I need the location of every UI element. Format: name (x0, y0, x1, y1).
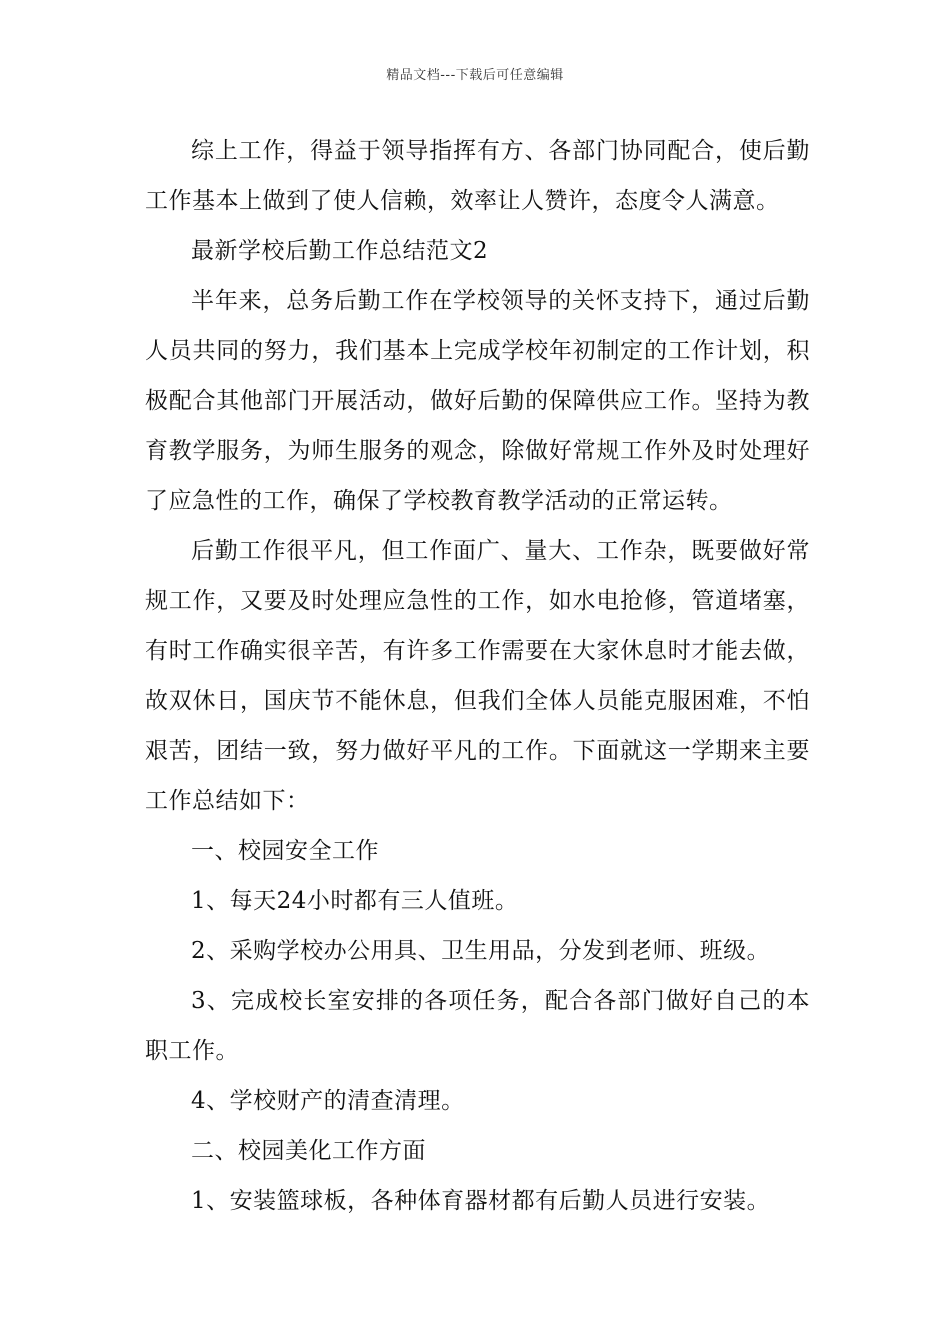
heading-safety: 一、校园安全工作 (191, 838, 379, 864)
paragraph-overview: 后勤工作很平凡，但工作面广、量大、工作杂，既要做好常规工作，又要及时处理应急性的工作，如水电抢修，管道堵塞，有时工作确实很辛苦，有许多工作需要在大家休息时才能去做，故双休日，国庆节不能休息，但我们全体人员能克服困难，不怕艰苦，团结一致，努力做好平凡的工作。下面就这一学期来主要工作总结如下： (145, 538, 810, 814)
heading-beautification: 二、校园美化工作方面 (191, 1138, 426, 1164)
list-item: 3、完成校长室安排的各项任务，配合各部门做好自己的本职工作。 (145, 988, 810, 1064)
list-item: 2、采购学校办公用具、卫生用品，分发到老师、班级。 (191, 938, 771, 964)
list-item: 4、学校财产的清查清理。 (191, 1088, 465, 1114)
paragraph-summary: 综上工作，得益于领导指挥有方、各部门协同配合，使后勤工作基本上做到了使人信赖，效率让人赞许，态度令人满意。 (145, 138, 810, 214)
document-body (145, 126, 810, 1226)
page-header: 精品文档---下载后可任意编辑 (386, 68, 564, 83)
list-item: 1、每天24小时都有三人值班。 (191, 888, 519, 914)
section-title: 最新学校后勤工作总结范文2 (191, 238, 489, 264)
list-item: 1、安装篮球板，各种体育器材都有后勤人员进行安装。 (191, 1188, 771, 1214)
paragraph-intro: 半年来，总务后勤工作在学校领导的关怀支持下，通过后勤人员共同的努力，我们基本上完成学校年初制定的工作计划，积极配合其他部门开展活动，做好后勤的保障供应工作。坚持为教育教学服务，为师生服务的观念，除做好常规工作外及时处理好了应急性的工作，确保了学校教育教学活动的正常运转。 (145, 288, 810, 514)
